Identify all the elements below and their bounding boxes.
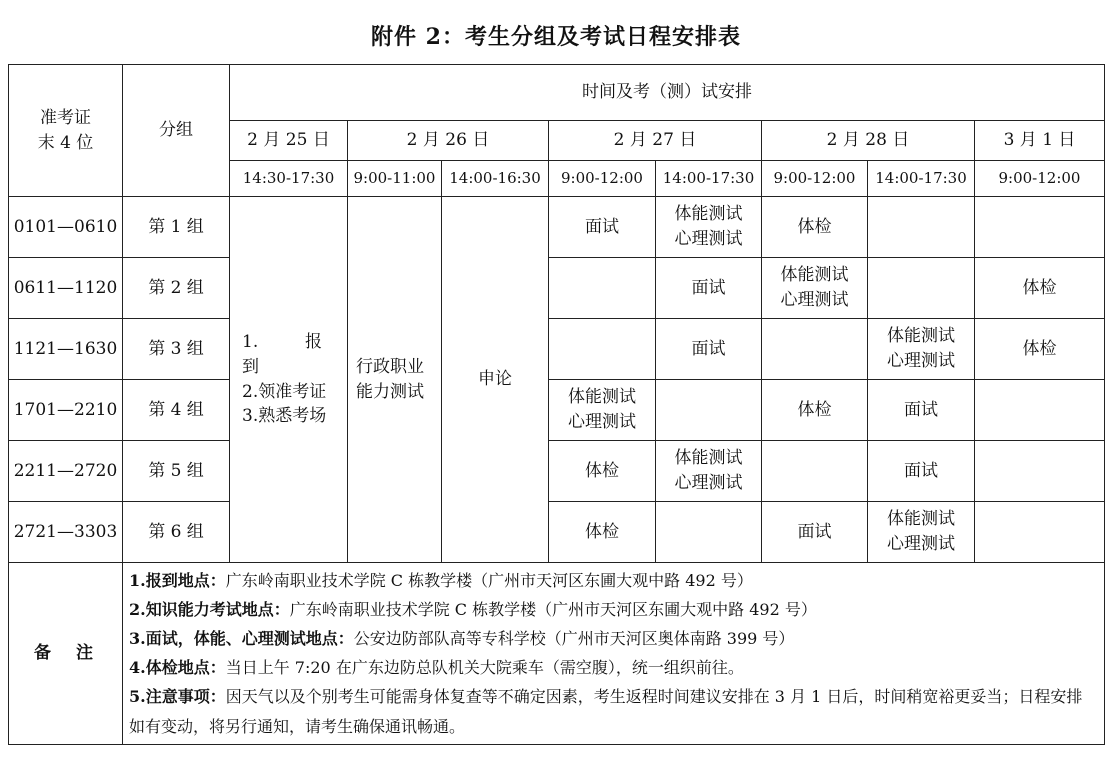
schedule-cell [868, 258, 975, 319]
schedule-cell: 面试 [549, 197, 656, 258]
page-title: 附件 2：考生分组及考试日程安排表 [371, 24, 741, 50]
schedule-cell [656, 502, 762, 563]
schedule-cell [975, 441, 1105, 502]
admission-range: 1701—2210 [9, 380, 123, 441]
schedule-cell: 体能测试 心理测试 [762, 258, 868, 319]
schedule-cell: 体检 [762, 197, 868, 258]
time-slot: 9:00-12:00 [975, 161, 1105, 197]
date-feb25: 2 月 25 日 [230, 121, 348, 161]
schedule-cell: 体能测试 心理测试 [868, 319, 975, 380]
feb25-activities: 1.报 到 2.领准考证 3.熟悉考场 [230, 197, 348, 563]
group-name: 第 3 组 [123, 319, 230, 380]
schedule-cell: 体检 [975, 258, 1105, 319]
schedule-cell: 体检 [549, 502, 656, 563]
group-name: 第 6 组 [123, 502, 230, 563]
schedule-cell: 面试 [762, 502, 868, 563]
time-slot: 14:00-17:30 [656, 161, 762, 197]
schedule-cell [975, 197, 1105, 258]
schedule-cell: 面试 [868, 380, 975, 441]
group-name: 第 4 组 [123, 380, 230, 441]
header-schedule-title: 时间及考（测）试安排 [230, 65, 1105, 121]
schedule-cell [762, 441, 868, 502]
note-item: 1.报到地点：广东岭南职业技术学院 C 栋教学楼（广州市天河区东圃大观中路 492 号） [129, 571, 753, 590]
schedule-cell [868, 197, 975, 258]
note-item: 4.体检地点：当日上午 7:20 在广东边防总队机关大院乘车（需空腹），统一组织前往。 [129, 658, 744, 678]
header-admission: 准考证 末 4 位 [9, 65, 123, 197]
feb26-am-exam: 行政职业 能力测试 [348, 197, 442, 563]
note-item: 5.注意事项：因天气以及个别考生可能需身体复查等不确定因素，考生返程时间建议安排在 3 月 1 日后，时间稍宽裕更妥当；日程安排如有变动，将另行通知，请考生确保通讯畅通。 [129, 687, 1083, 736]
schedule-cell [549, 319, 656, 380]
note-item: 3.面试，体能、心理测试地点：公安边防部队高等专科学校（广州市天河区奥体南路 399 号） [129, 629, 795, 649]
notes-label: 备 注 [9, 563, 123, 745]
time-slot: 14:00-16:30 [442, 161, 549, 197]
notes-content [123, 563, 1105, 745]
schedule-cell [975, 502, 1105, 563]
group-name: 第 1 组 [123, 197, 230, 258]
schedule-cell [975, 380, 1105, 441]
group-name: 第 5 组 [123, 441, 230, 502]
schedule-cell: 体能测试 心理测试 [656, 197, 762, 258]
schedule-cell: 面试 [868, 441, 975, 502]
admission-range: 2211—2720 [9, 441, 123, 502]
time-slot: 14:00-17:30 [868, 161, 975, 197]
schedule-cell: 体检 [549, 441, 656, 502]
schedule-cell: 体能测试 心理测试 [549, 380, 656, 441]
date-feb26: 2 月 26 日 [348, 121, 549, 161]
admission-range: 0611—1120 [9, 258, 123, 319]
schedule-table [8, 64, 1105, 745]
schedule-cell [762, 319, 868, 380]
time-slot: 14:30-17:30 [230, 161, 348, 197]
schedule-cell [656, 380, 762, 441]
schedule-cell: 体能测试 心理测试 [656, 441, 762, 502]
admission-range: 1121—1630 [9, 319, 123, 380]
schedule-cell: 体检 [762, 380, 868, 441]
date-feb27: 2 月 27 日 [549, 121, 762, 161]
date-mar1: 3 月 1 日 [975, 121, 1105, 161]
schedule-cell: 面试 [656, 258, 762, 319]
schedule-cell: 体检 [975, 319, 1105, 380]
schedule-cell: 面试 [656, 319, 762, 380]
group-name: 第 2 组 [123, 258, 230, 319]
header-group: 分组 [123, 65, 230, 197]
admission-range: 0101—0610 [9, 197, 123, 258]
schedule-cell [549, 258, 656, 319]
feb26-pm-exam: 申论 [442, 197, 549, 563]
note-item: 2.知识能力考试地点：广东岭南职业技术学院 C 栋教学楼（广州市天河区东圃大观中路 492 号） [129, 600, 817, 620]
time-slot: 9:00-12:00 [762, 161, 868, 197]
time-slot: 9:00-12:00 [549, 161, 656, 197]
time-slot: 9:00-11:00 [348, 161, 442, 197]
schedule-cell: 体能测试 心理测试 [868, 502, 975, 563]
admission-range: 2721—3303 [9, 502, 123, 563]
date-feb28: 2 月 28 日 [762, 121, 975, 161]
